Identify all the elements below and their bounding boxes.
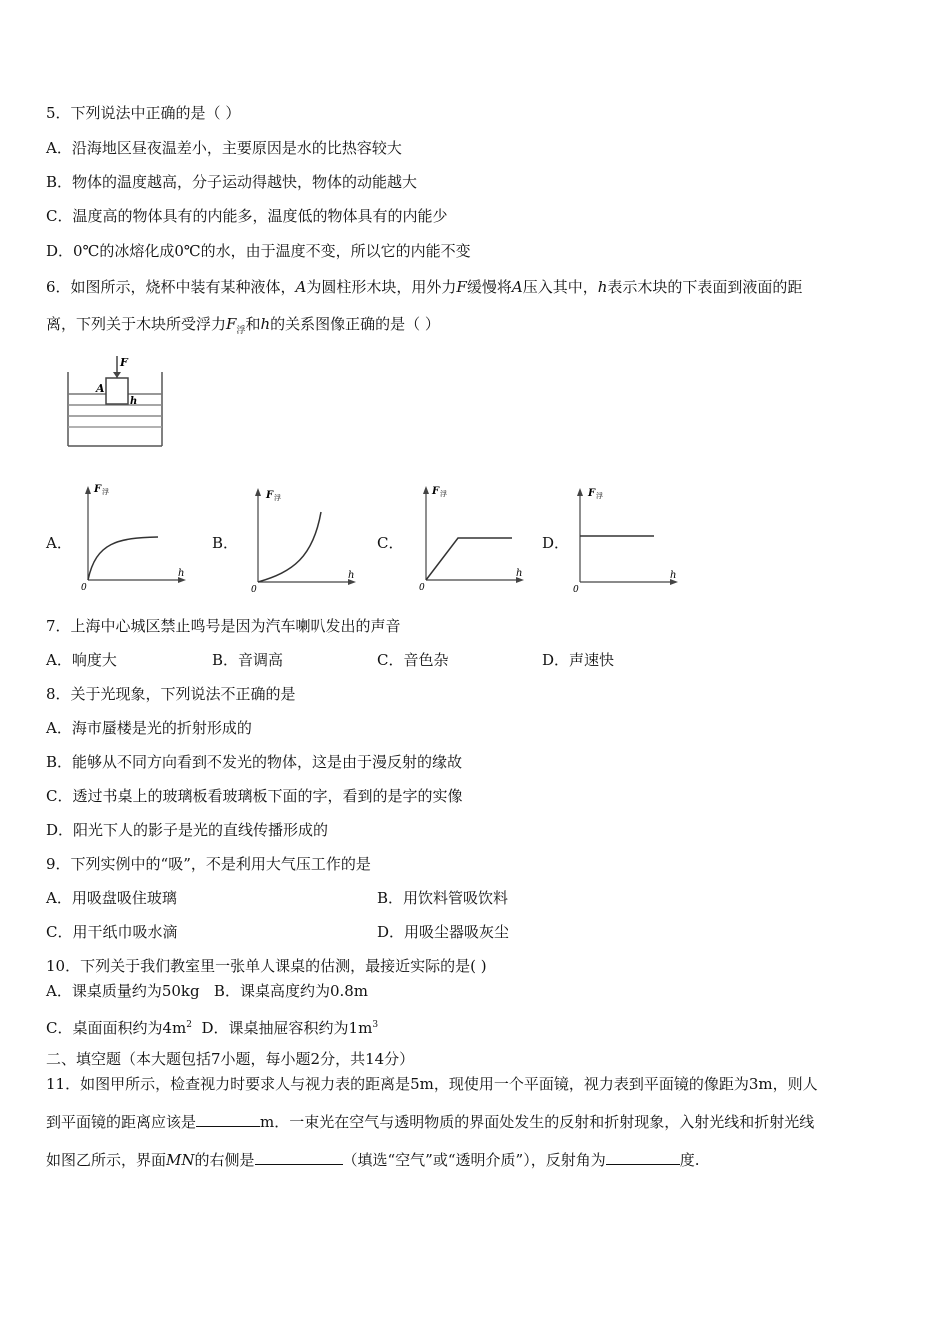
q5-option-b: B．物体的温度越高，分子运动得越快，物体的动能越大: [46, 173, 418, 191]
q7-option-d: D．声速快: [542, 651, 615, 669]
graph-d: [570, 482, 682, 594]
q9-option-a: A．用吸盘吸住玻璃: [46, 889, 177, 907]
q11-line3: 如图乙所示，界面MN的右侧是 （填选“空气”或“透明介质”），反射角为 度.: [46, 1151, 700, 1169]
graph-b-origin: 0: [251, 585, 257, 594]
q7-option-b: B．音调高: [212, 651, 284, 669]
graph-c: [416, 480, 528, 592]
graph-a-curve: [88, 537, 158, 580]
graph-b-curve: [258, 512, 321, 582]
graph-d-origin: 0: [573, 585, 579, 594]
q7-option-a: A．响度大: [46, 651, 117, 669]
q5-option-c: C．温度高的物体具有的内能多，温度低的物体具有的内能少: [46, 207, 448, 225]
q7-stem: 7．上海中心城区禁止鸣号是因为汽车喇叭发出的声音: [46, 617, 401, 635]
q5-stem: 5．下列说法中正确的是（ ）: [46, 104, 241, 122]
q8-option-b: B．能够从不同方向看到不发光的物体，这是由于漫反射的缘故: [46, 753, 463, 771]
graph-b-xlabel: h: [348, 570, 355, 581]
graph-b-ylabel: F: [266, 490, 274, 501]
q11-line2: 到平面镜的距离应该是 m．一束光在空气与透明物质的界面处发生的反射和折射现象，入射光线和折射光线: [46, 1113, 815, 1131]
q10-options-cd: C．桌面面积约为$4m^2$ D．课桌抽屉容积约为$1m^3$: [46, 1019, 379, 1037]
graph-b-ysub: 浮: [274, 494, 281, 502]
q10-options-ab: A．课桌质量约为50kg B．课桌高度约为0.8m: [46, 982, 369, 1000]
graph-a: [78, 480, 190, 592]
graph-a-ysub: 浮: [102, 488, 109, 496]
q6-stem-line1: 6．如图所示，烧杯中装有某种液体，A为圆柱形木块，用外力F缓慢将A压入其中，h表示木块的下表面到液面的距: [46, 278, 803, 296]
q11-blank-1[interactable]: [196, 1112, 260, 1127]
graph-d-xlabel: h: [670, 570, 677, 581]
q9-stem: 9．下列实例中的“吸”，不是利用大气压工作的是: [46, 855, 371, 873]
graph-c-ysub: 浮: [440, 490, 447, 498]
q10-stem: 10．下列关于我们教室里一张单人课桌的估测，最接近实际的是( ): [46, 957, 487, 975]
graph-c-line: [426, 538, 512, 580]
graph-a-letter: A．: [46, 534, 72, 552]
q11-blank-3[interactable]: [606, 1150, 680, 1165]
figure-label-f: F: [120, 356, 128, 369]
q7-option-c: C．音色杂: [377, 651, 449, 669]
q8-option-a: A．海市蜃楼是光的折射形成的: [46, 719, 252, 737]
section-heading-fill-in: 二、填空题（本大题包括7小题，每小题2分，共14分）: [46, 1050, 415, 1068]
graph-a-xlabel: h: [178, 568, 185, 579]
graph-d-ylabel: F: [588, 488, 596, 499]
q8-option-c: C．透过书桌上的玻璃板看玻璃板下面的字，看到的是字的实像: [46, 787, 463, 805]
q9-option-c: C．用干纸巾吸水滴: [46, 923, 178, 941]
beaker-figure: [66, 352, 166, 448]
q8-option-d: D．阳光下人的影子是光的直线传播形成的: [46, 821, 329, 839]
q5-option-d: D．0℃的冰熔化成0℃的水，由于温度不变，所以它的内能不变: [46, 242, 471, 260]
graph-b-letter: B．: [212, 534, 239, 552]
graph-c-xlabel: h: [516, 568, 523, 579]
graph-d-ysub: 浮: [596, 492, 603, 500]
graph-c-origin: 0: [419, 583, 425, 592]
graph-c-ylabel: F: [432, 486, 440, 497]
graph-b: [248, 482, 360, 594]
q9-option-d: D．用吸尘器吸灰尘: [377, 923, 510, 941]
q5-option-a: A．沿海地区昼夜温差小，主要原因是水的比热容较大: [46, 139, 402, 157]
q8-stem: 8．关于光现象，下列说法不正确的是: [46, 685, 296, 703]
figure-label-h: h: [130, 396, 138, 407]
graph-c-letter: C．: [377, 534, 404, 552]
graph-a-origin: 0: [81, 583, 87, 592]
q9-option-b: B．用饮料管吸饮料: [377, 889, 509, 907]
q11-line1: 11．如图甲所示，检查视力时要求人与视力表的距离是5m，现使用一个平面镜，视力表到平面镜的像距为3m，则人: [46, 1075, 818, 1093]
graph-d-letter: D．: [542, 534, 570, 552]
q11-blank-2[interactable]: [255, 1150, 343, 1165]
graph-a-ylabel: F: [94, 484, 102, 495]
figure-label-a: A: [96, 382, 105, 395]
q6-stem-line2: 离，下列关于木块所受浮力$F_浮$和h的关系图像正确的是（ ）: [46, 315, 440, 336]
